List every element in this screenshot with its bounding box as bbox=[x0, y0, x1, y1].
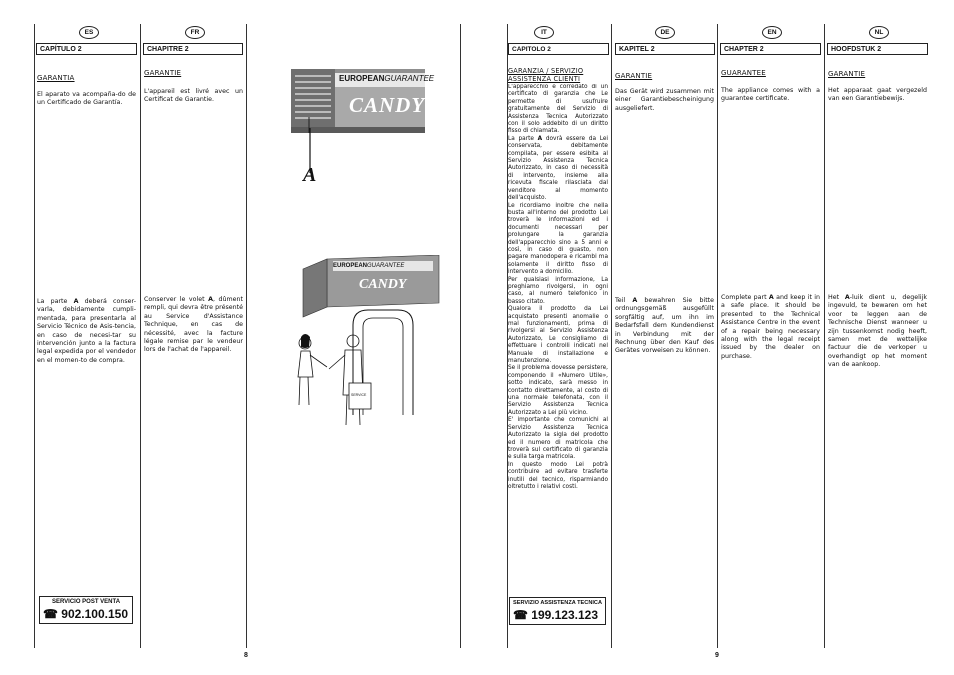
column-rule bbox=[717, 24, 718, 648]
inner-card-title bbox=[333, 263, 404, 269]
chapter-title-de: KAPITEL 2 bbox=[615, 43, 715, 55]
card-title-part2: GUARANTEE bbox=[367, 263, 405, 269]
part-a-paragraph-es bbox=[37, 298, 136, 365]
card-title bbox=[339, 74, 434, 83]
language-badge-de: DE bbox=[655, 26, 675, 39]
part-a-paragraph-it bbox=[508, 136, 608, 203]
information-paragraph-it: Per qualsiasi informazione, La preghiamo rivolgersi, in ogni caso, al numero telefonico in basso citato. bbox=[508, 276, 608, 305]
language-badge-nl: NL bbox=[869, 26, 889, 39]
text-span: dovrà essere da Lei conservata, debitamente compilata, per essere esibita al Servizio Assistenza Tecnica Autorizzato, in caso di necessità di intervento, insieme alla ricevuta fiscale rilasciata dal venditore al momento dell'acquisto. bbox=[508, 135, 608, 202]
language-badge-fr: FR bbox=[185, 26, 205, 39]
text-span: La parte bbox=[37, 298, 74, 305]
part-a-bold: A bbox=[844, 294, 850, 301]
intro-paragraph-nl: Het apparaat gaat vergezeld van een Garantiebewijs. bbox=[828, 87, 927, 103]
part-a-paragraph-nl bbox=[828, 294, 927, 370]
text-span: Conserver le volet bbox=[144, 296, 209, 303]
italian-body bbox=[508, 84, 608, 594]
telephone-icon: ☎ bbox=[43, 607, 62, 621]
chapter-title-en: CHAPTER 2 bbox=[720, 43, 821, 55]
card-title-part1: EUROPEAN bbox=[339, 74, 385, 83]
intro-paragraph-it: L'apparecchio è corredato di un certificato di garanzia che Le permette di usufruire gratuitamente del Servizio di Assistenza Tecnica Autorizzato con il solo addebito di un diritto fisso di chiamata. bbox=[508, 84, 608, 135]
section-heading-fr: GARANTIE bbox=[144, 69, 182, 77]
column-rule bbox=[611, 24, 612, 648]
section-heading-nl: GARANTIE bbox=[828, 70, 866, 78]
malfunction-paragraph-it: Qualora il prodotto da Lei acquistato presenti anomalie o mal funzionamenti, prima di rivolgersi al Servizio Assistenza Autorizzato, Le consigliamo di effettuare i controlli indicati nel Manuale di installazione e manutenzione. bbox=[508, 306, 608, 365]
language-badge-en: EN bbox=[762, 26, 782, 39]
text-span: bewahren Sie bitte ordnungsgemäß ausgefüllt sorgfältig auf, um ihn im Bedarfsfall dem Kundendienst in Verbindung mit der Rechnung über den Kauf des Gerätes vorweisen zu können. bbox=[615, 297, 715, 355]
chapter-title-nl: HOOFDSTUK 2 bbox=[827, 43, 928, 55]
card-title-part2: GUARANTEE bbox=[384, 74, 435, 83]
phone-box-es bbox=[39, 596, 133, 624]
column-rule bbox=[460, 24, 461, 648]
section-heading-en: GUARANTEE bbox=[721, 69, 766, 77]
phone-number-text: 199.123.123 bbox=[531, 608, 599, 622]
brand-logo: CANDY bbox=[349, 93, 426, 117]
intro-paragraph-de: Das Gerät wird zusammen mit einer Garantiebescheinigung ausgeliefert. bbox=[615, 88, 714, 112]
part-a-paragraph-en bbox=[721, 294, 820, 361]
part-a-bold: A bbox=[632, 297, 638, 304]
phone-number-text: 902.100.150 bbox=[61, 607, 129, 621]
part-a-paragraph-fr bbox=[144, 296, 243, 355]
phone-label: SERVIZIO ASSISTENZA TECNICA bbox=[513, 600, 602, 606]
text-span: deberá conser-varla, debidamente cumpli-mentada, para presentarla al Servicio Técnico de Asis-tencia, en caso de necesi-tar su intervención junto a la factura legal expedida por el vendedor en el momen-to de compra. bbox=[37, 298, 136, 364]
serial-number-paragraph-it: E' importante che comunichi al Servizio Assistenza Tecnica Autorizzato la sigla del prodotto ed il numero di matricola che troverà sul certificato di garanzia e sulla targa matricola. bbox=[508, 417, 608, 461]
chapter-title-fr: CHAPITRE 2 bbox=[143, 43, 243, 55]
section-heading-de: GARANTIE bbox=[615, 72, 653, 80]
inner-brand-logo: CANDY bbox=[359, 277, 407, 292]
service-box-label: SERVICE bbox=[351, 393, 367, 397]
service-scene-illustration bbox=[283, 255, 443, 435]
part-a-label: A bbox=[303, 164, 317, 186]
extended-warranty-paragraph-it: Le ricordiamo inoltre che nella busta all'interno del prodotto Lei troverà le informazioni ed i documenti necessari per prolungare la garanzia dell'apparecchio sino a 5 anni e così, in caso di guasto, non pagare manodopera e ricambi ma solamente il diritto fisso di intervento a domicilio. bbox=[508, 202, 608, 276]
column-rule bbox=[246, 24, 247, 648]
part-a-paragraph-de bbox=[615, 297, 714, 356]
chapter-title-it: CAPITOLO 2 bbox=[508, 43, 609, 55]
text-span: Teil bbox=[615, 297, 633, 304]
text-span: Het bbox=[828, 294, 845, 301]
phone-number bbox=[43, 607, 129, 621]
useful-number-paragraph-it: Se il problema dovesse persistere, componendo il «Numero Utile», sotto indicato, sarà messo in contatto direttamente, al costo di una normale telefonata, con il Servizio Assistenza Tecnica Autorizzato a Lei più vicino. bbox=[508, 365, 608, 416]
part-a-bold: A bbox=[537, 135, 543, 142]
language-badge-es: ES bbox=[79, 26, 99, 39]
part-a-bold: A bbox=[208, 296, 213, 303]
section-heading-es: GARANTIA bbox=[37, 74, 75, 82]
guarantee-card-illustration bbox=[291, 69, 435, 133]
column-rule bbox=[34, 24, 35, 648]
text-span: -luik dient u, degelijk ingevuld, te bewaren om het voor te leggen aan de Technische Dienst wanneer u zijn tussenkomst nodig heeft, samen met de wettelijke factuur die de verkoper u overhandigt op het moment van de aankoop. bbox=[828, 294, 927, 369]
page-number-right: 9 bbox=[715, 652, 719, 659]
phone-number bbox=[513, 608, 602, 622]
text-span: La parte bbox=[508, 135, 538, 142]
part-a-bold: A bbox=[768, 294, 774, 301]
phone-label: SERVICIO POST VENTA bbox=[51, 599, 121, 605]
language-badge-it: IT bbox=[534, 26, 554, 39]
intro-paragraph-en: The appliance comes with a guarantee certificate. bbox=[721, 87, 820, 103]
text-span: and keep it in a safe place. It should be presented to the Technical Assistance Centre in the event of a repair being necessary along with the legal receipt issued by the dealer on purchase. bbox=[721, 294, 820, 360]
text-span: Complete part bbox=[721, 294, 769, 301]
telephone-icon: ☎ bbox=[513, 608, 532, 622]
column-rule bbox=[140, 24, 141, 648]
page-number-left: 8 bbox=[244, 652, 248, 659]
part-a-bold: A bbox=[73, 298, 79, 305]
phone-box-it bbox=[509, 597, 606, 625]
text-span: , dûment rempli, qui devra être présenté au Service d'Assistance Technique, en cas de nécessité, avec la facture légale remise par le vendeur lors de l'achat de l'appareil. bbox=[144, 296, 243, 354]
intro-paragraph-es: El aparato va acompaña-do de un Certificado de Garantía. bbox=[37, 91, 136, 107]
savings-paragraph-it: In questo modo Lei potrà contribuire ad evitare trasferte inutili del tecnico, risparmiando oltretutto i relativi costi. bbox=[508, 461, 608, 490]
section-heading-it: GARANZIA / SERVIZIO ASSISTENZA CLIENTI bbox=[508, 67, 584, 83]
intro-paragraph-fr: L'appareil est livré avec un Certificat de Garantie. bbox=[144, 88, 243, 104]
card-title-part1: EUROPEAN bbox=[333, 263, 368, 269]
chapter-title-es: CAPÍTULO 2 bbox=[36, 43, 137, 55]
column-rule bbox=[824, 24, 825, 648]
